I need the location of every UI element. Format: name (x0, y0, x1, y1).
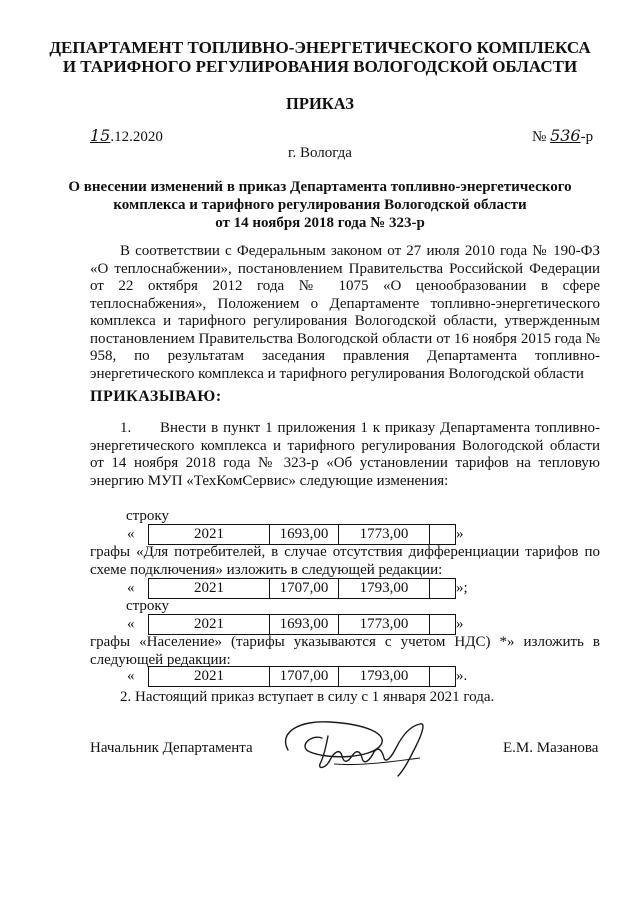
close-quote-4: ». (456, 668, 468, 684)
value-1-cell: 1693,00 (270, 525, 339, 545)
close-quote-2: »; (456, 580, 468, 596)
empty-cell (430, 615, 456, 635)
organization-title (0, 38, 640, 76)
subject-line-3: от 14 ноября 2018 года № 323-р (215, 215, 425, 231)
close-quote-3: » (456, 616, 464, 632)
preamble-paragraph: В соответствии с Федеральным законом от 27 июля 2010 года № 190-ФЗ «О теплоснабжении», постановлением Правительства Российской Федерации от 22 октября 2012 года № 1075 «О ценообразовании в сфере теплоснабжения», Положением о Департаменте топливно-энергетического комплекса и тарифного регулирования Вологодской области, утвержденным постановлением Правительства Вологодской области от 16 ноября 2015 года № 958, по результатам заседания правления Департамента топливно-энергетического комплекса и тарифного регулирования Вологодской области (90, 243, 600, 382)
open-quote-2: « (127, 580, 135, 596)
year-cell: 2021 (149, 579, 270, 599)
order-date (90, 126, 163, 146)
signatory-name: Е.М. Мазанова (503, 740, 599, 756)
table-row (149, 667, 456, 687)
year-cell: 2021 (149, 615, 270, 635)
empty-cell (430, 667, 456, 687)
empty-cell (430, 525, 456, 545)
date-month-year: .12.2020 (110, 129, 163, 145)
item-2-paragraph: 2. Настоящий приказ вступает в силу с 1 января 2021 года. (120, 689, 495, 705)
open-quote-1: « (127, 526, 135, 542)
subject-line-2: комплекса и тарифного регулирования Вологодской области (113, 197, 527, 213)
value-2-cell: 1793,00 (339, 579, 430, 599)
subject-heading (0, 178, 640, 232)
values-table-1 (148, 524, 456, 545)
document-type: ПРИКАЗ (286, 94, 354, 113)
graph-text-1: графы «Для потребителей, в случае отсутствия дифференциации тарифов по схеме подключения» изложить в следующей редакции: (90, 544, 600, 578)
open-quote-3: « (127, 616, 135, 632)
org-line-1: ДЕПАРТАМЕНТ ТОПЛИВНО-ЭНЕРГЕТИЧЕСКОГО КОМПЛЕКСА (49, 38, 591, 57)
open-quote-4: « (127, 668, 135, 684)
year-cell: 2021 (149, 667, 270, 687)
value-1-cell: 1707,00 (270, 667, 339, 687)
value-1-cell: 1693,00 (270, 615, 339, 635)
row-label-1: строку (126, 508, 169, 524)
number-sign: № (532, 129, 547, 145)
values-table-4 (148, 666, 456, 687)
year-cell: 2021 (149, 525, 270, 545)
date-day-handwritten: 15 (90, 126, 111, 145)
table-row (149, 579, 456, 599)
value-1-cell: 1707,00 (270, 579, 339, 599)
value-2-cell: 1773,00 (339, 615, 430, 635)
item-1-text: Внести в пункт 1 приложения 1 к приказу Департамента топливно-энергетического комплекса и тарифного регулирования Вологодской области от 14 ноября 2018 года № 323-р «Об установлении тарифов на тепловую энергию МУП «ТехКомСервис» следующие изменения: (90, 420, 600, 489)
empty-cell (430, 579, 456, 599)
subject-line-1: О внесении изменений в приказ Департамента топливно-энергетического (68, 179, 572, 195)
handwritten-signature (270, 712, 470, 782)
table-row (149, 615, 456, 635)
graph-text-2: графы «Население» (тарифы указываются с учетом НДС) *» изложить в следующей редакции: (90, 634, 600, 668)
values-table-2 (148, 578, 456, 599)
city: г. Вологда (288, 145, 352, 161)
table-row (149, 525, 456, 545)
values-table-3 (148, 614, 456, 635)
value-2-cell: 1773,00 (339, 525, 430, 545)
org-line-2: И ТАРИФНОГО РЕГУЛИРОВАНИЯ ВОЛОГОДСКОЙ ОБЛАСТИ (62, 57, 578, 76)
row-label-2: строку (126, 598, 169, 614)
number-handwritten: 536 (550, 126, 581, 145)
order-number (532, 126, 593, 146)
signatory-title: Начальник Департамента (90, 740, 253, 756)
item-1-paragraph (90, 420, 600, 490)
order-directive: ПРИКАЗЫВАЮ: (90, 388, 222, 405)
value-2-cell: 1793,00 (339, 667, 430, 687)
number-suffix: -р (580, 129, 594, 145)
close-quote-1: » (456, 526, 464, 542)
item-1-number: 1. (120, 420, 132, 436)
